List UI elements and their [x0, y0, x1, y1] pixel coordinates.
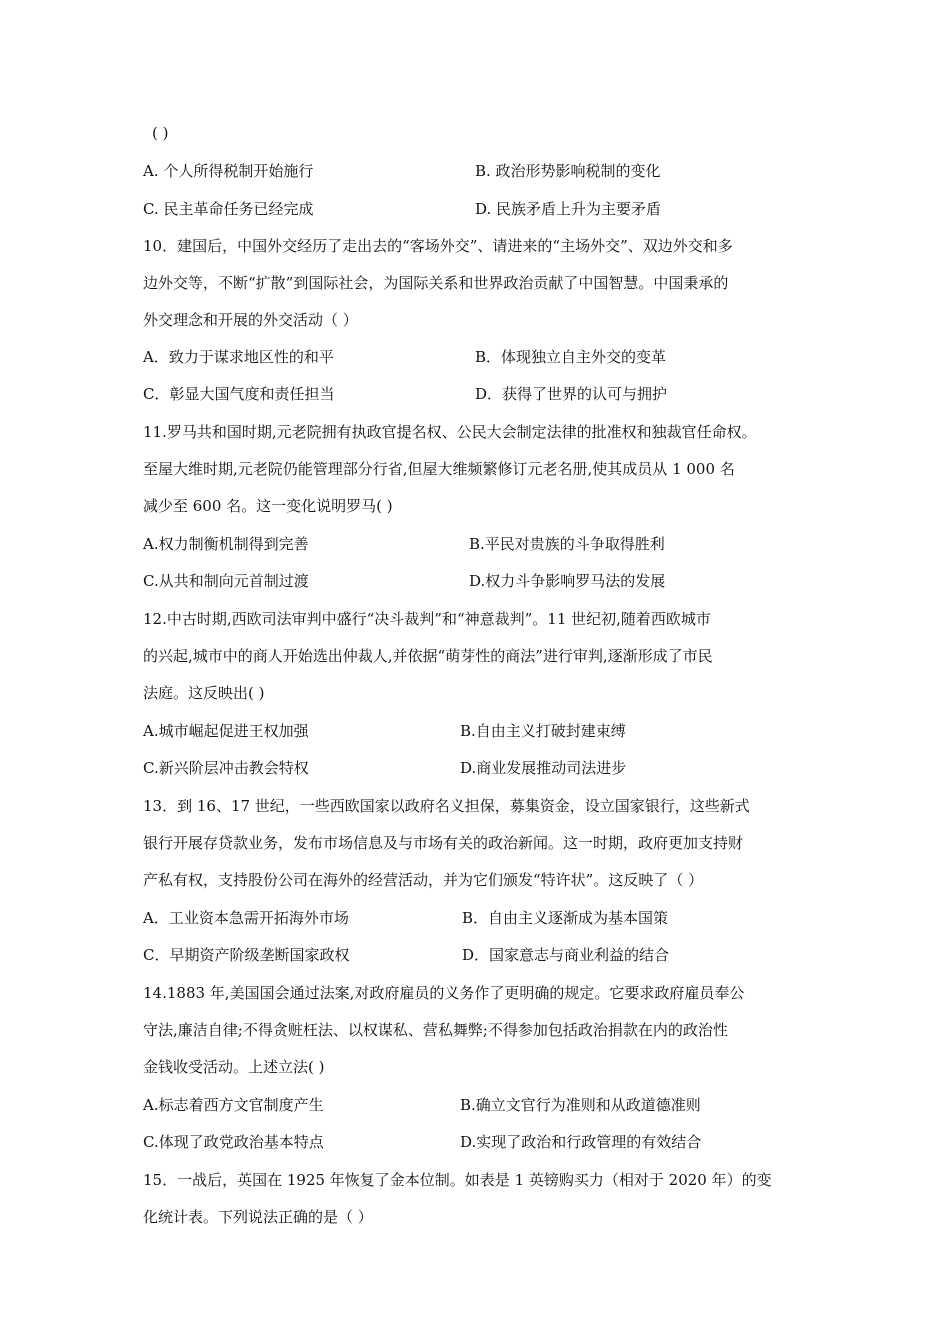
question-15-line-1: 15．一战后，英国在 1925 年恢复了金本位制。如表是 1 英镑购买力（相对于 2020 年）的变: [143, 1171, 772, 1189]
option-b: B. 政治形势影响税制的变化: [475, 162, 661, 180]
option-c: C.新兴阶层冲击教会特权: [143, 759, 309, 777]
option-b: B.确立文官行为准则和从政道德准则: [460, 1096, 701, 1114]
question-14-line-1: 14.1883 年,美国国会通过法案,对政府雇员的义务作了更明确的规定。它要求政府雇员奉公: [143, 984, 745, 1002]
option-d: D. 民族矛盾上升为主要矛盾: [475, 200, 662, 218]
question-13-line-3: 产私有权，支持股份公司在海外的经营活动，并为它们颁发“特许状”。这反映了（ ）: [143, 871, 704, 889]
option-c: C.体现了政党政治基本特点: [143, 1133, 324, 1151]
question-15-line-2: 化统计表。下列说法正确的是（ ）: [143, 1208, 373, 1226]
question-12-line-3: 法庭。这反映出( ): [143, 684, 265, 702]
question-14-line-3: 金钱收受活动。上述立法( ): [143, 1058, 325, 1076]
option-b: B．体现独立自主外交的变革: [475, 348, 667, 366]
option-a: A.权力制衡机制得到完善: [143, 535, 309, 553]
question-12-line-2: 的兴起,城市中的商人开始选出仲裁人,并依据“萌芽性的商法”进行审判,逐渐形成了市民: [143, 647, 713, 665]
question-10-line-3: 外交理念和开展的外交活动（ ）: [143, 311, 358, 329]
option-a: A.城市崛起促进王权加强: [143, 722, 309, 740]
option-c: C．彰显大国气度和责任担当: [143, 385, 335, 403]
option-a: A．致力于谋求地区性的和平: [143, 348, 334, 366]
option-b: B．自由主义逐渐成为基本国策: [462, 909, 669, 927]
option-d: D.实现了政治和行政管理的有效结合: [460, 1133, 702, 1151]
option-a: A．工业资本急需开拓海外市场: [143, 909, 349, 927]
question-12-line-1: 12.中古时期,西欧司法审判中盛行“决斗裁判”和“神意裁判”。11 世纪初,随着西欧城市: [143, 610, 711, 628]
option-c: C．早期资产阶级垄断国家政权: [143, 946, 350, 964]
question-13-line-1: 13．到 16、17 世纪，一些西欧国家以政府名义担保，募集资金，设立国家银行，这些新式: [143, 797, 750, 815]
option-b: B.自由主义打破封建束缚: [460, 722, 626, 740]
option-a: A.标志着西方文官制度产生: [143, 1096, 324, 1114]
option-d: D.商业发展推动司法进步: [460, 759, 627, 777]
option-a: A. 个人所得税制开始施行: [143, 162, 314, 180]
answer-bracket: ( ): [152, 124, 169, 142]
question-11-line-1: 11.罗马共和国时期,元老院拥有执政官提名权、公民大会制定法律的批准权和独裁官任命权。: [143, 423, 757, 441]
question-13-line-2: 银行开展存贷款业务，发布市场信息及与市场有关的政治新闻。这一时期，政府更加支持财: [143, 834, 744, 852]
question-10-line-1: 10．建国后，中国外交经历了走出去的“客场外交”、请进来的“主场外交”、双边外交和多: [143, 237, 733, 255]
question-10-line-2: 边外交等，不断“扩散”到国际社会，为国际关系和世界政治贡献了中国智慧。中国秉承的: [143, 274, 729, 292]
question-11-line-2: 至屋大维时期,元老院仍能管理部分行省,但屋大维频繁修订元老名册,使其成员从 1 000 名: [143, 460, 735, 478]
question-11-line-3: 减少至 600 名。这一变化说明罗马( ): [143, 497, 393, 515]
option-d: D．获得了世界的认可与拥护: [475, 385, 668, 403]
option-c: C.从共和制向元首制过渡: [143, 572, 309, 590]
option-c: C. 民主革命任务已经完成: [143, 200, 314, 218]
option-d: D.权力斗争影响罗马法的发展: [469, 572, 666, 590]
question-14-line-2: 守法,廉洁自律;不得贪赃枉法、以权谋私、营私舞弊;不得参加包括政治捐款在内的政治性: [143, 1021, 728, 1039]
option-b: B.平民对贵族的斗争取得胜利: [469, 535, 665, 553]
option-d: D．国家意志与商业利益的结合: [462, 946, 670, 964]
